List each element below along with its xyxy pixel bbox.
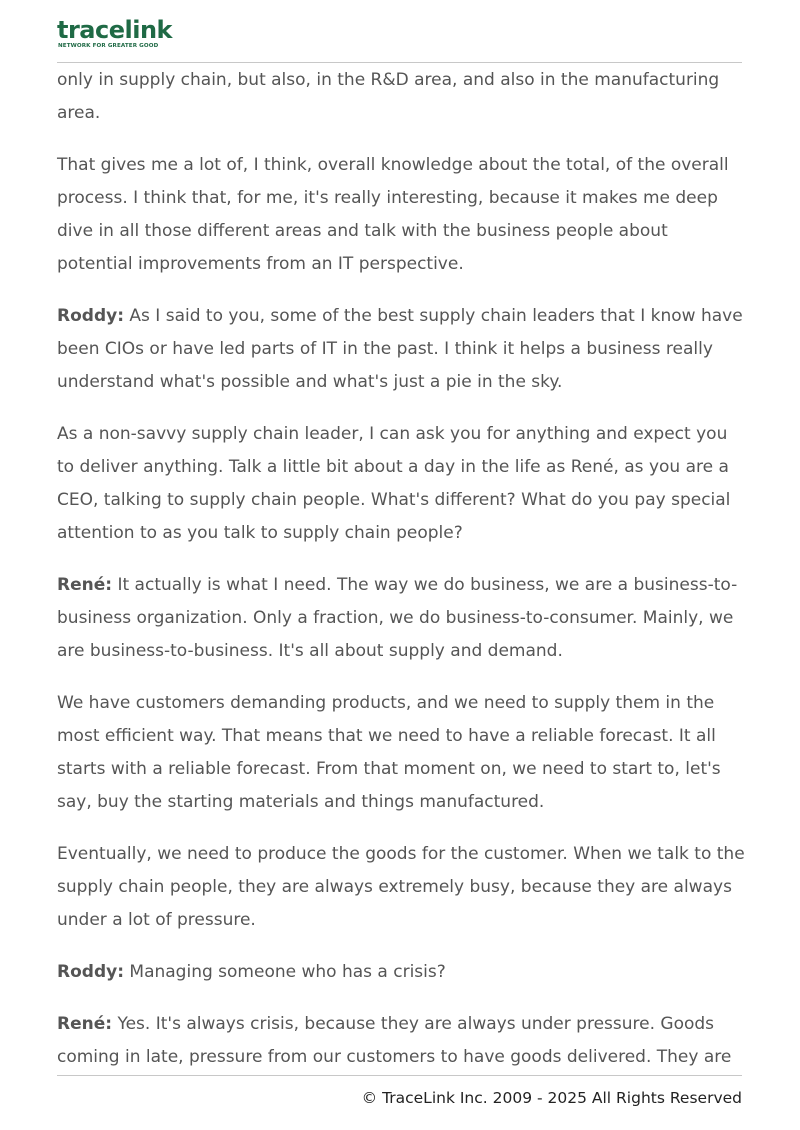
logo-wordmark: tracelink [57,16,173,44]
logo-tagline: NETWORK FOR GREATER GOOD [58,43,159,49]
paragraph-1 [57,64,747,130]
speaker-label: Roddy: [57,962,124,982]
paragraph-text: Eventually, we need to produce the goods for the customer. When we talk to the supply chain people, they are always extremely busy, because they are always under a lot of pressure. [57,844,745,930]
paragraph-text: It actually is what I need. The way we do business, we are a business-to-business organization. Only a fraction, we do business-to-consumer. Mainly, we are business-to-business. It's all about supply and demand. [57,575,738,661]
paragraph-8 [57,956,747,989]
paragraph-3 [57,300,747,399]
speaker-label: Roddy: [57,306,124,326]
paragraph-2 [57,149,747,281]
paragraph-9 [57,1008,747,1074]
tracelink-logo [57,16,173,56]
paragraph-text: Managing someone who has a crisis? [124,962,446,982]
paragraph-5 [57,569,747,668]
speaker-label: René: [57,575,113,595]
paragraph-text: only in supply chain, but also, in the R&D area, and also in the manufacturing area. [57,70,720,123]
transcript-body [57,64,747,1093]
footer-divider [57,1075,742,1076]
paragraph-text: That gives me a lot of, I think, overall knowledge about the total, of the overall process. I think that, for me, it's really interesting, because it makes me deep dive in all those different areas and talk with the business people about potential improvements from an IT perspective. [57,155,729,274]
paragraph-4 [57,418,747,550]
paragraph-6 [57,687,747,819]
footer-copyright: © TraceLink Inc. 2009 - 2025 All Rights Reserved [361,1089,742,1107]
page-header [57,16,742,63]
speaker-label: René: [57,1014,113,1034]
paragraph-text: As I said to you, some of the best supply chain leaders that I know have been CIOs or have led parts of IT in the past. I think it helps a business really understand what's possible and what's just a pie in the sky. [57,306,743,392]
paragraph-7 [57,838,747,937]
paragraph-text: Yes. It's always crisis, because they are always under pressure. Goods coming in late, pressure from our customers to have goods delivered. They are [57,1014,732,1067]
paragraph-text: We have customers demanding products, and we need to supply them in the most efficient way. That means that we need to have a reliable forecast. It all starts with a reliable forecast. From that moment on, we need to start to, let's say, buy the starting materials and things manufactured. [57,693,721,812]
paragraph-text: As a non-savvy supply chain leader, I can ask you for anything and expect you to deliver anything. Talk a little bit about a day in the life as René, as you are a CEO, talking to supply chain people. What's different? What do you pay special attention to as you talk to supply chain people? [57,424,731,543]
